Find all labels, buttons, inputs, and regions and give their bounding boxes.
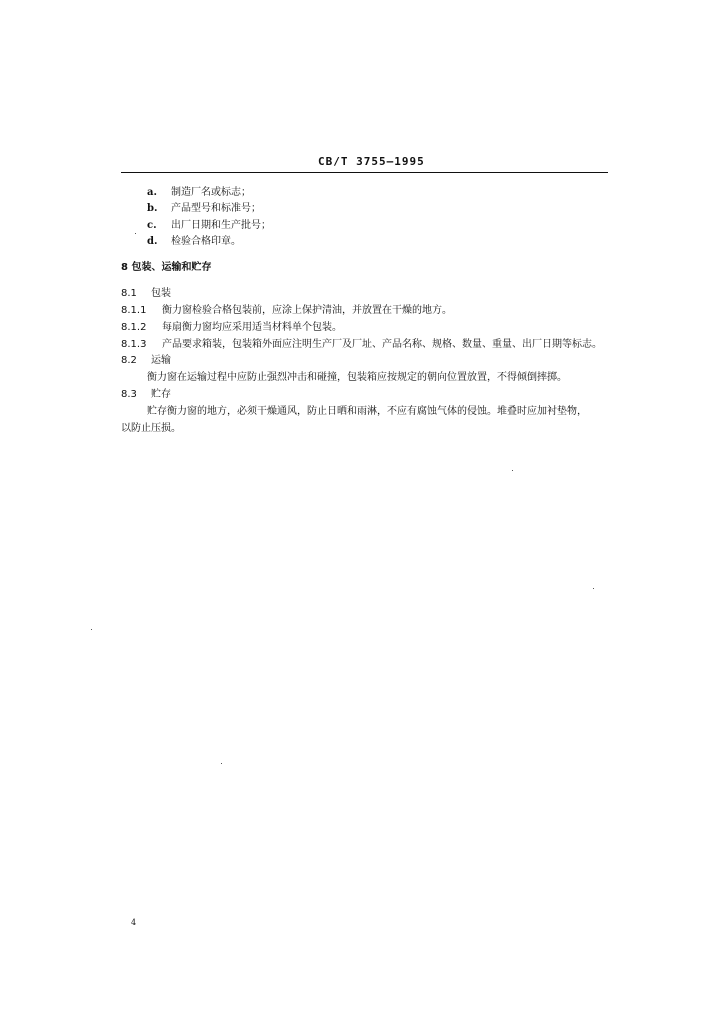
list-item-d-text: 检验合格印章。 xyxy=(171,236,241,247)
clause-8-1-2-number: 8.1.2 xyxy=(121,322,147,333)
clause-8-1-1-text: 衡力窗检验合格包装前，应涂上保护清油，并放置在干燥的地方。 xyxy=(162,305,452,316)
scan-speck xyxy=(221,763,222,764)
section-8-heading: 8 包装、运输和贮存 xyxy=(121,262,212,273)
page-number: 4 xyxy=(131,918,137,927)
section-8-1-number: 8.1 xyxy=(121,288,137,299)
clause-8-1-3-number: 8.1.3 xyxy=(121,339,147,350)
section-8-2-number: 8.2 xyxy=(121,355,137,366)
scan-speck xyxy=(593,588,594,589)
section-8-2-text: 衡力窗在运输过程中应防止强烈冲击和碰撞，包装箱应按规定的朝向位置放置，不得倾倒摔掷。 xyxy=(147,372,567,383)
list-item-b-text: 产品型号和标准号； xyxy=(171,203,261,214)
list-item-b-marker: b. xyxy=(147,203,158,214)
clause-8-1-3-text: 产品要求箱装，包装箱外面应注明生产厂及厂址、产品名称、规格、数量、重量、出厂日期等标志。 xyxy=(162,339,602,350)
section-8-2-title: 运输 xyxy=(151,355,171,366)
standard-code: CB/T 3755—1995 xyxy=(318,155,425,168)
clause-8-1-1-number: 8.1.1 xyxy=(121,305,147,316)
section-8-1-title: 包装 xyxy=(151,288,171,299)
list-item-c-text: 出厂日期和生产批号； xyxy=(171,220,271,231)
clause-8-1-2-text: 每扇衡力窗均应采用适当材料单个包装。 xyxy=(162,322,342,333)
scan-speck xyxy=(135,233,136,234)
section-8-3-number: 8.3 xyxy=(121,389,137,400)
list-item-d-marker: d. xyxy=(147,236,158,247)
list-item-c-marker: c. xyxy=(147,220,157,231)
list-item-a-text: 制造厂名或标志； xyxy=(171,187,251,198)
list-item-a-marker: a. xyxy=(147,187,157,198)
section-8-3-text-line2: 以防止压损。 xyxy=(121,423,181,434)
header-rule xyxy=(121,172,608,173)
section-8-3-text-line1: 贮存衡力窗的地方，必须干燥通风，防止日晒和雨淋，不应有腐蚀气体的侵蚀。堆叠时应加衬垫物， xyxy=(147,406,587,417)
section-8-3-title: 贮存 xyxy=(151,389,171,400)
scan-speck xyxy=(91,629,92,630)
scan-speck xyxy=(512,470,513,471)
